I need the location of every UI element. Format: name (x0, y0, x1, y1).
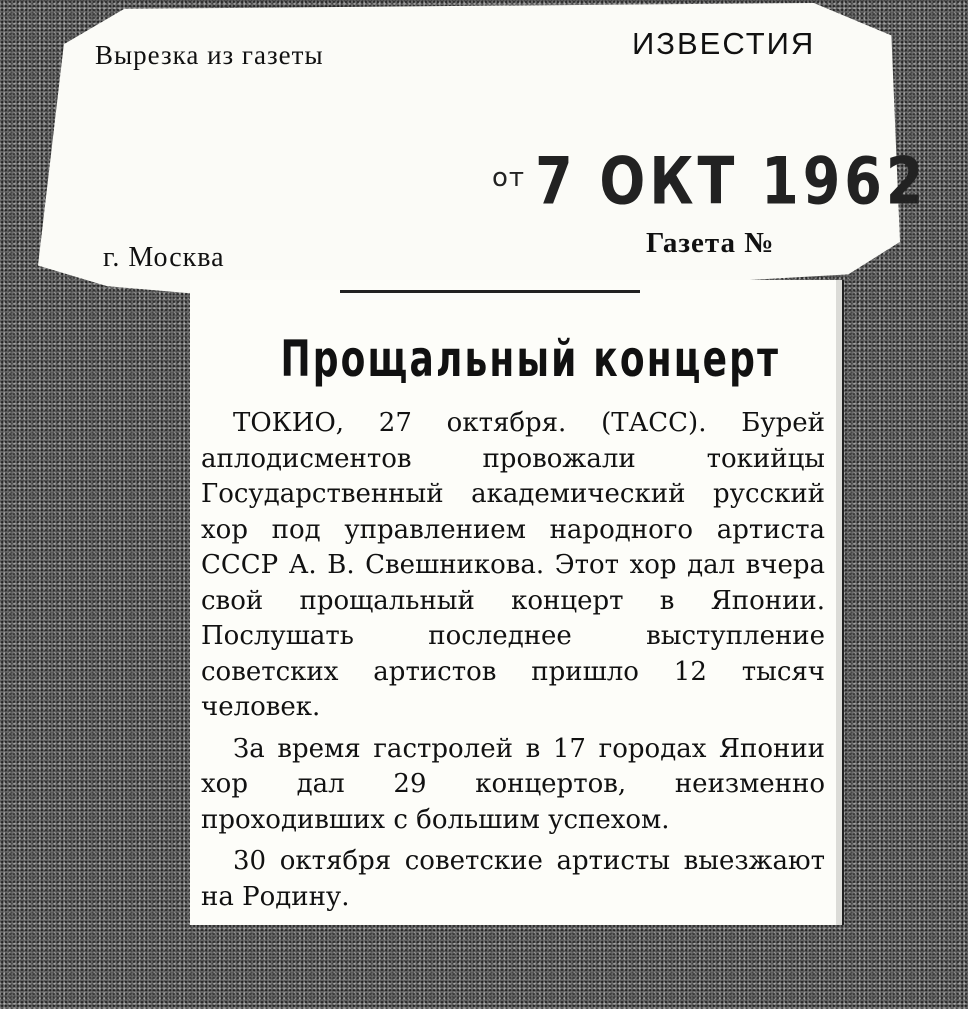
city-label: г. Москва (103, 242, 225, 273)
article-title: Прощальный концерт (280, 330, 781, 388)
article-body (201, 406, 825, 921)
separator-rule (340, 290, 640, 293)
source-label: Вырезка из газеты (95, 40, 324, 70)
newspaper-name: ИЗВЕСТИЯ (632, 26, 816, 61)
date-stamp (492, 143, 928, 220)
article-paragraph: 30 октября советские артисты выезжают на Родину. (201, 846, 825, 912)
article-paragraph: ТОКИО, 27 октября. (ТАСС). Бурей аплодисментов провожали токийцы Государственный академический русский хор под управлением народного артиста СССР А. В. Свешникова. Этот хор дал вчера свой прощальный концерт в Японии. Послушать последнее выступление советских артистов пришло 12 тысяч человек. (201, 408, 825, 722)
date-value: 7 ОКТ 1962 (535, 143, 928, 220)
date-prefix: от (492, 163, 526, 193)
article-paragraph: За время гастролей в 17 городах Японии хор дал 29 концертов, неизменно проходивших с большим успехом. (201, 733, 825, 835)
issue-number-label: Газета № (646, 227, 775, 259)
